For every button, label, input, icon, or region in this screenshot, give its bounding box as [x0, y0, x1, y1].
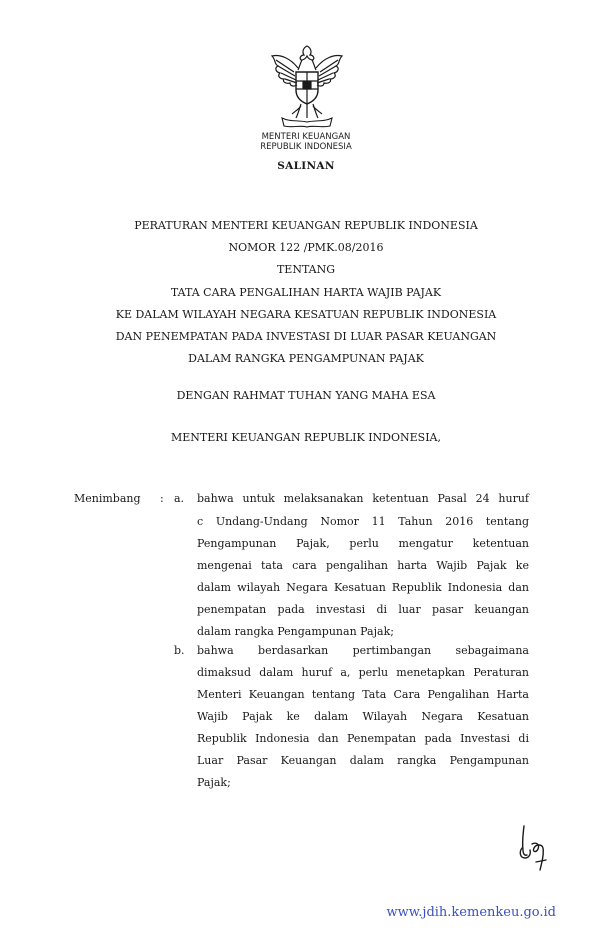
- considering-label: Menimbang: [74, 492, 141, 505]
- item-a-line: Pengampunan Pajak, perlu mengatur ketentuan: [197, 537, 529, 550]
- ministry-name-line2: REPUBLIK INDONESIA: [260, 142, 352, 152]
- item-b-line: Pajak;: [197, 776, 231, 789]
- item-a-line: mengenai tata cara pengalihan harta Wajib Pajak ke: [197, 559, 529, 572]
- item-a-line: penempatan pada investasi di luar pasar keuangan: [197, 603, 529, 616]
- considering-colon: :: [160, 492, 164, 505]
- item-b-line: bahwa berdasarkan pertimbangan sebagaimana: [197, 644, 529, 657]
- issuer: MENTERI KEUANGAN REPUBLIK INDONESIA,: [170, 431, 442, 444]
- invocation: DENGAN RAHMAT TUHAN YANG MAHA ESA: [176, 389, 436, 402]
- regulation-number: NOMOR 122 /PMK.08/2016: [228, 241, 384, 254]
- item-a-line: bahwa untuk melaksanakan ketentuan Pasal 24 huruf: [197, 492, 529, 505]
- item-marker-b: b.: [174, 644, 185, 657]
- item-b-line: Wajib Pajak ke dalam Wilayah Negara Kesatuan: [197, 710, 529, 723]
- subject-line: DALAM RANGKA PENGAMPUNAN PAJAK: [188, 352, 424, 365]
- item-b-line: Menteri Keuangan tentang Tata Cara Pengalihan Harta: [197, 688, 529, 701]
- about-label: TENTANG: [276, 263, 336, 276]
- copy-label: SALINAN: [277, 160, 335, 172]
- regulation-title: PERATURAN MENTERI KEUANGAN REPUBLIK INDONESIA: [134, 219, 478, 232]
- item-a-line: dalam rangka Pengampunan Pajak;: [197, 625, 394, 638]
- item-a-line: dalam wilayah Negara Kesatuan Republik Indonesia dan: [197, 581, 529, 594]
- item-marker-a: a.: [174, 492, 185, 505]
- item-b-line: dimaksud dalam huruf a, perlu menetapkan Peraturan: [197, 666, 529, 679]
- footer-website-link[interactable]: www.jdih.kemenkeu.go.id: [386, 905, 556, 920]
- subject-line: TATA CARA PENGALIHAN HARTA WAJIB PAJAK: [170, 286, 442, 299]
- subject-line: DAN PENEMPATAN PADA INVESTASI DI LUAR PASAR KEUANGAN: [115, 330, 497, 343]
- signature-initials-icon: [516, 822, 550, 874]
- garuda-emblem-icon: [268, 42, 346, 130]
- item-b-line: Luar Pasar Keuangan dalam rangka Pengampunan: [197, 754, 529, 767]
- item-a-line: c Undang-Undang Nomor 11 Tahun 2016 tentang: [197, 515, 529, 528]
- subject-line: KE DALAM WILAYAH NEGARA KESATUAN REPUBLIK INDONESIA: [115, 308, 497, 321]
- item-b-line: Republik Indonesia dan Penempatan pada Investasi di: [197, 732, 529, 745]
- ministry-name-line1: MENTERI KEUANGAN: [261, 132, 351, 142]
